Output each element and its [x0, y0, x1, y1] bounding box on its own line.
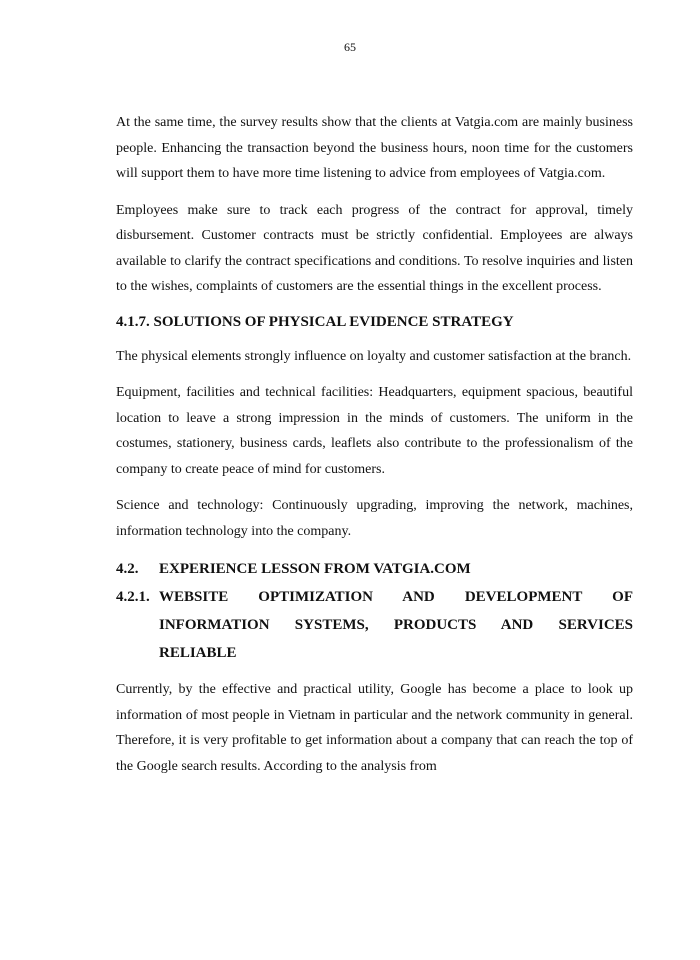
page-number: 65 — [344, 40, 356, 54]
heading-number: 4.2. — [116, 561, 139, 577]
heading-text: EXPERIENCE LESSON FROM VATGIA.COM — [159, 561, 471, 577]
heading-experience-lesson — [116, 555, 633, 583]
heading-number: 4.2.1. — [116, 589, 150, 605]
heading-physical-evidence: 4.1.7. SOLUTIONS OF PHYSICAL EVIDENCE STRATEGY — [116, 313, 514, 330]
paragraph-equipment: Equipment, facilities and technical facilities: Headquarters, equipment spacious, beautiful location to leave a strong impression in the minds of customers. The uniform in the costumes, stationery, business cards, leaflets also contribute to the professionalism of the company to create peace of mind for customers. — [116, 385, 633, 477]
heading-website-optimization-end — [116, 639, 633, 667]
heading-website-optimization — [116, 583, 633, 611]
page-body — [116, 110, 633, 790]
paragraph-google: Currently, by the effective and practical utility, Google has become a place to look up information of most people in Vietnam in particular and the network community in general. Therefore, it is very profitable to get information about a company that can reach the top of the Google search results. According to the analysis from — [116, 682, 633, 774]
paragraph-clients: At the same time, the survey results show that the clients at Vatgia.com are mainly business people. Enhancing the transaction beyond the business hours, noon time for the customers will support them to have more time listening to advice from employees of Vatgia.com. — [116, 115, 633, 181]
paragraph-physical-elements: The physical elements strongly influence on loyalty and customer satisfaction at the branch. — [116, 348, 632, 364]
heading-website-optimization-cont — [116, 611, 633, 639]
paragraph-employees: Employees make sure to track each progress of the contract for approval, timely disbursement. Customer contracts must be strictly confidential. Employees are always available to clarify the contract specifications and conditions. To resolve inquiries and listen to the wishes, complaints of customers are the essential things in the excellent process. — [116, 202, 633, 294]
paragraph-technology: Science and technology: Continuously upgrading, improving the network, machines, information technology into the company. — [116, 498, 633, 539]
heading-text-line-1: WEBSITE OPTIMIZATION AND DEVELOPMENT OF — [159, 589, 633, 605]
heading-text-line-2: INFORMATION SYSTEMS, PRODUCTS AND SERVICES — [159, 617, 633, 633]
heading-text-line-3: RELIABLE — [159, 645, 237, 661]
